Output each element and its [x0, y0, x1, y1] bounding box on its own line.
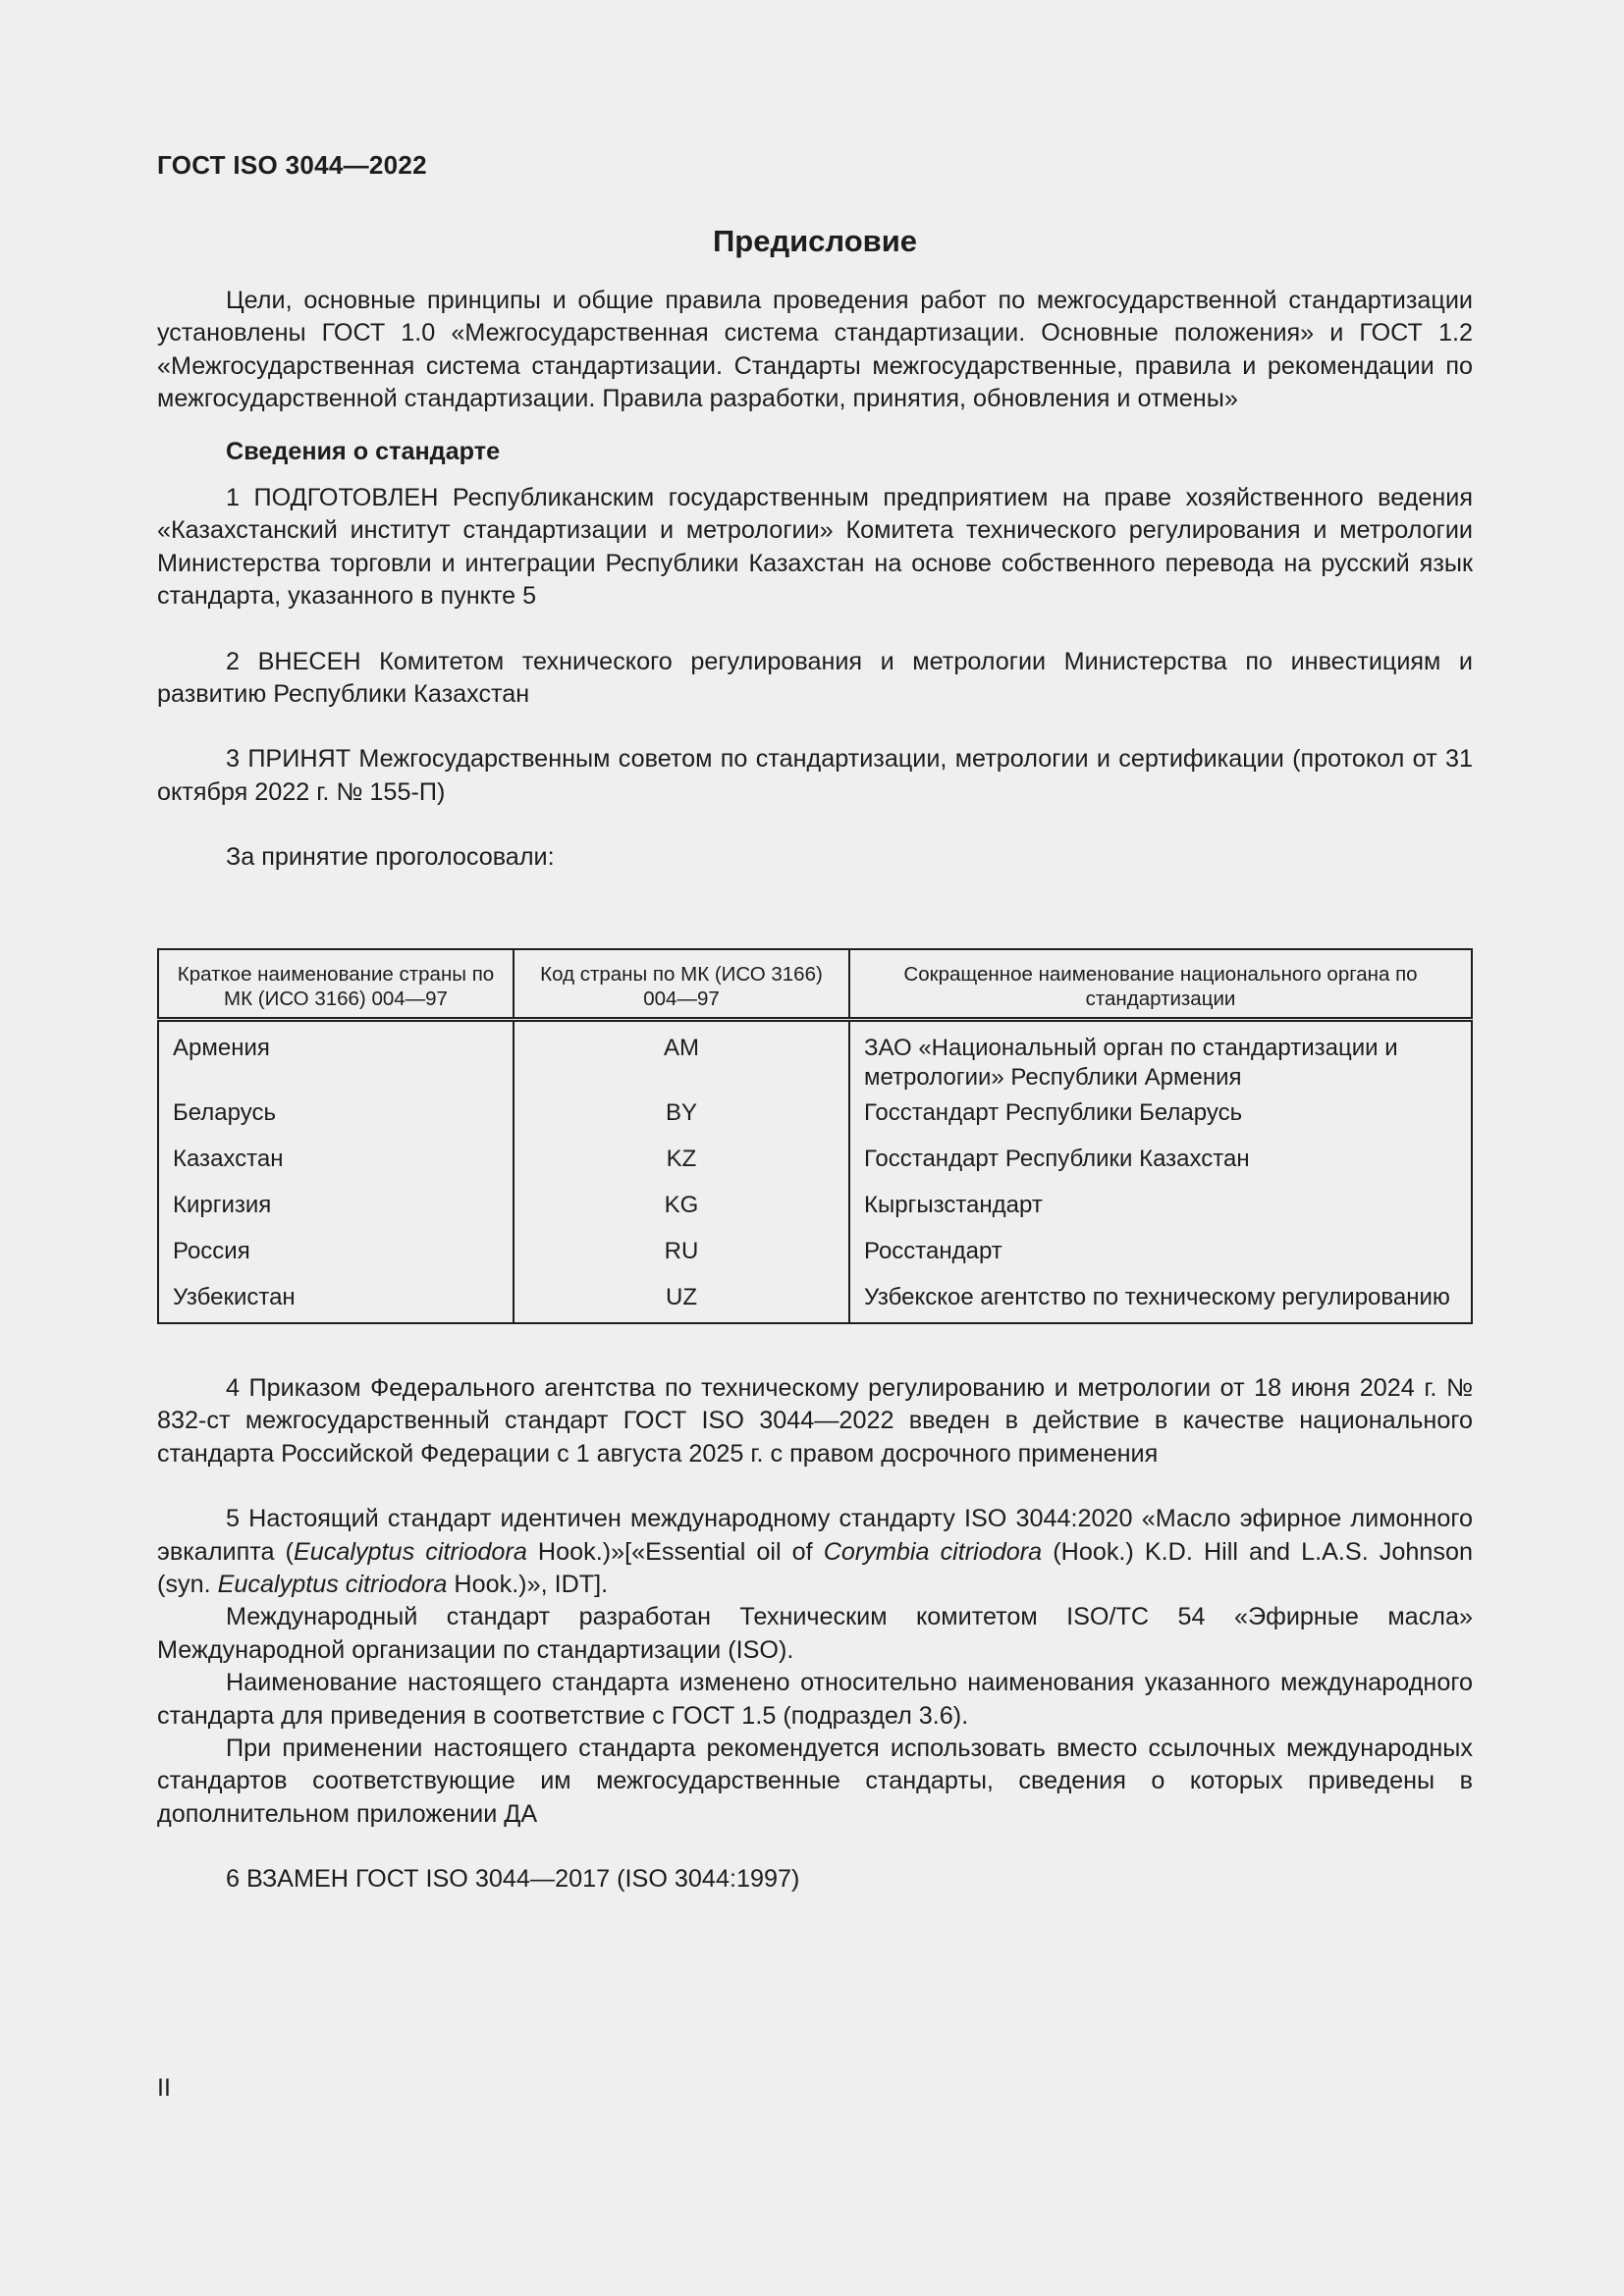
cell-body: Росстандарт: [864, 1238, 1002, 1264]
item-5-text-b: Hook.)»[«Essential oil of: [526, 1537, 824, 1566]
foreword-upper-text: [157, 285, 1473, 875]
cell-country: Россия: [158, 1235, 514, 1281]
cell-body: Узбекское агентство по техническому регулированию: [864, 1284, 1450, 1310]
page-number: II: [157, 2074, 171, 2102]
cell-body: Кыргызстандарт: [864, 1192, 1043, 1218]
header-country-code: Код страны по МК (ИСО 3166) 004—97: [514, 949, 849, 1020]
item-5-text-c: (Hook.) K.D. Hill and L.A.S. Johnson (syn.: [157, 1537, 1473, 1599]
table-row: [158, 1235, 1472, 1281]
table-row: [158, 1189, 1472, 1235]
item-5-species-2: Corymbia citriodora: [823, 1537, 1043, 1566]
cell-code: RU: [514, 1235, 849, 1281]
voting-table: [157, 948, 1473, 1324]
item-1-paragraph: 1 ПОДГОТОВЛЕН Республиканским государственным предприятием на праве хозяйственного ведения «Казахстанский институт стандартизации и метрологии» Комитета технического регулирования и метрологии Министерства торговли и интеграции Республики Казахстан на основе собственного перевода на русский язык стандарта, указанного в пункте 5: [157, 484, 1473, 611]
cell-country: Киргизия: [158, 1189, 514, 1235]
cell-country: Беларусь: [158, 1096, 514, 1143]
table-header-row: [158, 949, 1472, 1020]
cell-code: KG: [514, 1189, 849, 1235]
cell-code: AM: [514, 1020, 849, 1097]
table-row: [158, 1020, 1472, 1097]
document-code: ГОСТ ISO 3044—2022: [157, 150, 427, 180]
intro-paragraph: Цели, основные принципы и общие правила проведения работ по межгосударственной стандартизации установлены ГОСТ 1.0 «Межгосударственная система стандартизации. Основные положения» и ГОСТ 1.2 «Межгосударственная система стандартизации. Стандарты межгосударственные, правила и рекомендации по межгосударственной стандартизации. Правила разработки, принятия, обновления и отмены»: [157, 287, 1473, 413]
item-5-committee-paragraph: Международный стандарт разработан Техническим комитетом ISO/TC 54 «Эфирные масла» Международной организации по стандартизации (ISO).: [157, 1603, 1473, 1664]
item-4-paragraph: 4 Приказом Федерального агентства по техническому регулированию и метрологии от 18 июня 2024 г. № 832-ст межгосударственный стандарт ГОСТ ISO 3044—2022 введен в действие в качестве национального стандарта Российской Федерации с 1 августа 2025 г. с правом досрочного применения: [157, 1374, 1473, 1468]
page-title: Предисловие: [712, 224, 917, 258]
item-6-paragraph: 6 ВЗАМЕН ГОСТ ISO 3044—2017 (ISO 3044:1997): [226, 1865, 800, 1894]
header-national-body: Сокращенное наименование национального органа по стандартизации: [849, 949, 1472, 1020]
cell-country: Казахстан: [158, 1143, 514, 1189]
item-5-references-paragraph: При применении настоящего стандарта рекомендуется использовать вместо ссылочных международных стандартов соответствующие им межгосударственные стандарты, сведения о которых приведены в дополнительном приложении ДА: [157, 1735, 1473, 1828]
foreword-lower-text: [157, 1372, 1473, 1896]
cell-body: ЗАО «Национальный орган по стандартизации и метрологии» Республики Армения: [864, 1035, 1398, 1091]
item-5-text-d: Hook.)», IDT].: [447, 1571, 609, 1599]
cell-code: UZ: [514, 1281, 849, 1323]
item-3-paragraph: 3 ПРИНЯТ Межгосударственным советом по стандартизации, метрологии и сертификации (протокол от 31 октября 2022 г. № 155-П): [157, 745, 1473, 806]
cell-body: Госстандарт Республики Казахстан: [864, 1146, 1250, 1172]
cell-code: KZ: [514, 1143, 849, 1189]
voted-label: За принятие проголосовали:: [226, 843, 555, 872]
cell-code: BY: [514, 1096, 849, 1143]
cell-country: Узбекистан: [158, 1281, 514, 1323]
table-row: [158, 1281, 1472, 1323]
standard-info-heading: Сведения о стандарте: [226, 437, 501, 465]
table-row: [158, 1143, 1472, 1189]
table-row: [158, 1096, 1472, 1143]
item-5-text-a: 5 Настоящий стандарт идентичен международному стандарту ISO 3044:2020 «Масло эфирное лимонного эвкалипта (: [157, 1505, 1473, 1566]
header-country-name: Краткое наименование страны по МК (ИСО 3166) 004—97: [158, 949, 514, 1020]
cell-country: Армения: [158, 1020, 514, 1097]
item-5-species-3: Eucalyptus citriodora: [217, 1571, 448, 1599]
item-5-species-1: Eucalyptus citriodora: [293, 1537, 527, 1566]
item-2-paragraph: 2 ВНЕСЕН Комитетом технического регулирования и метрологии Министерства по инвестициям и развитию Республики Казахстан: [157, 647, 1473, 709]
cell-body: Госстандарт Республики Беларусь: [864, 1099, 1243, 1126]
item-5-paragraph: [157, 1503, 1473, 1601]
item-5-naming-paragraph: Наименование настоящего стандарта изменено относительно наименования указанного международного стандарта для приведения в соответствие с ГОСТ 1.5 (подраздел 3.6).: [157, 1669, 1473, 1730]
